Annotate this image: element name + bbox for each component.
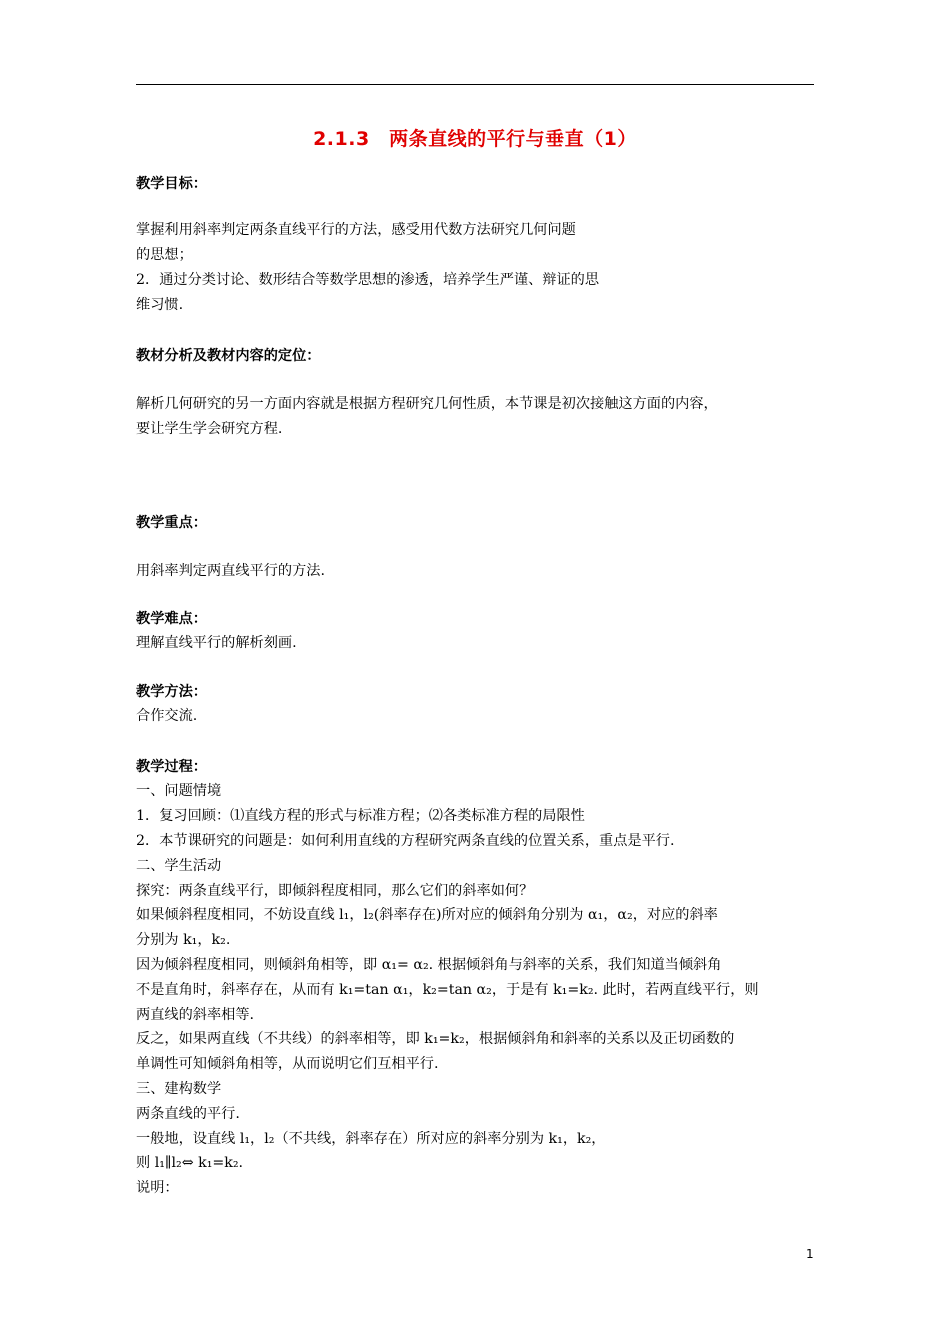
analysis-line-2: 要让学生学会研究方程. xyxy=(136,421,283,437)
process-line: 因为倾斜程度相同，则倾斜角相等，即 α₁= α₂. 根据倾斜角与斜率的关系，我们知道当倾斜角 xyxy=(136,957,722,973)
process-line: 分别为 k₁，k₂. xyxy=(136,932,231,948)
process-heading: 教学过程： xyxy=(136,759,207,775)
process-line: 二、学生活动 xyxy=(136,858,222,874)
process-line: 单调性可知倾斜角相等，从而说明它们互相平行. xyxy=(136,1056,439,1072)
difficulty-heading: 教学难点： xyxy=(136,611,207,627)
goals-heading: 教学目标： xyxy=(136,176,207,192)
process-line: 一般地，设直线 l₁，l₂（不共线，斜率存在）所对应的斜率分别为 k₁，k₂， xyxy=(136,1131,606,1147)
method-heading: 教学方法： xyxy=(136,684,207,700)
process-line: 三、建构数学 xyxy=(136,1081,222,1097)
process-line: 则 l₁∥l₂⇔ k₁=k₂. xyxy=(136,1155,244,1171)
page-title: 2.1.3 两条直线的平行与垂直（1） xyxy=(313,128,637,150)
goals-line-1a: 掌握利用斜率判定两条直线平行的方法，感受用代数方法研究几何问题 xyxy=(136,222,576,238)
method-text: 合作交流. xyxy=(136,708,198,724)
process-line: 说明： xyxy=(136,1180,179,1196)
process-line: 两直线的斜率相等. xyxy=(136,1007,255,1023)
page-number: 1 xyxy=(806,1247,814,1261)
process-line: 如果倾斜程度相同，不妨设直线 l₁，l₂(斜率存在)所对应的倾斜角分别为 α₁，α₂，对应的斜率 xyxy=(136,907,718,923)
analysis-line-1: 解析几何研究的另一方面内容就是根据方程研究几何性质，本节课是初次接触这方面的内容， xyxy=(136,396,718,412)
header-rule xyxy=(136,84,814,85)
goals-line-1b: 的思想； xyxy=(136,247,193,263)
process-line: 探究：两条直线平行，即倾斜程度相同，那么它们的斜率如何？ xyxy=(136,883,534,899)
goals-line-2a: 2．通过分类讨论、数形结合等数学思想的渗透，培养学生严谨、辩证的思 xyxy=(136,272,600,288)
key-points-text: 用斜率判定两直线平行的方法. xyxy=(136,563,325,579)
process-line: 2．本节课研究的问题是：如何利用直线的方程研究两条直线的位置关系，重点是平行. xyxy=(136,833,675,849)
process-line: 一、问题情境 xyxy=(136,783,222,799)
goals-line-2b: 维习惯. xyxy=(136,297,184,313)
difficulty-text: 理解直线平行的解析刻画. xyxy=(136,635,297,651)
key-points-heading: 教学重点： xyxy=(136,515,207,531)
process-line: 1．复习回顾：⑴直线方程的形式与标准方程；⑵各类标准方程的局限性 xyxy=(136,808,585,824)
process-line: 不是直角时，斜率存在，从而有 k₁=tan α₁，k₂=tan α₂，于是有 k₁=k₂. 此时，若两直线平行，则 xyxy=(136,982,759,998)
analysis-heading: 教材分析及教材内容的定位： xyxy=(136,348,321,364)
process-line: 两条直线的平行. xyxy=(136,1106,240,1122)
process-line: 反之，如果两直线（不共线）的斜率相等，即 k₁=k₂，根据倾斜角和斜率的关系以及正切函数的 xyxy=(136,1031,735,1047)
